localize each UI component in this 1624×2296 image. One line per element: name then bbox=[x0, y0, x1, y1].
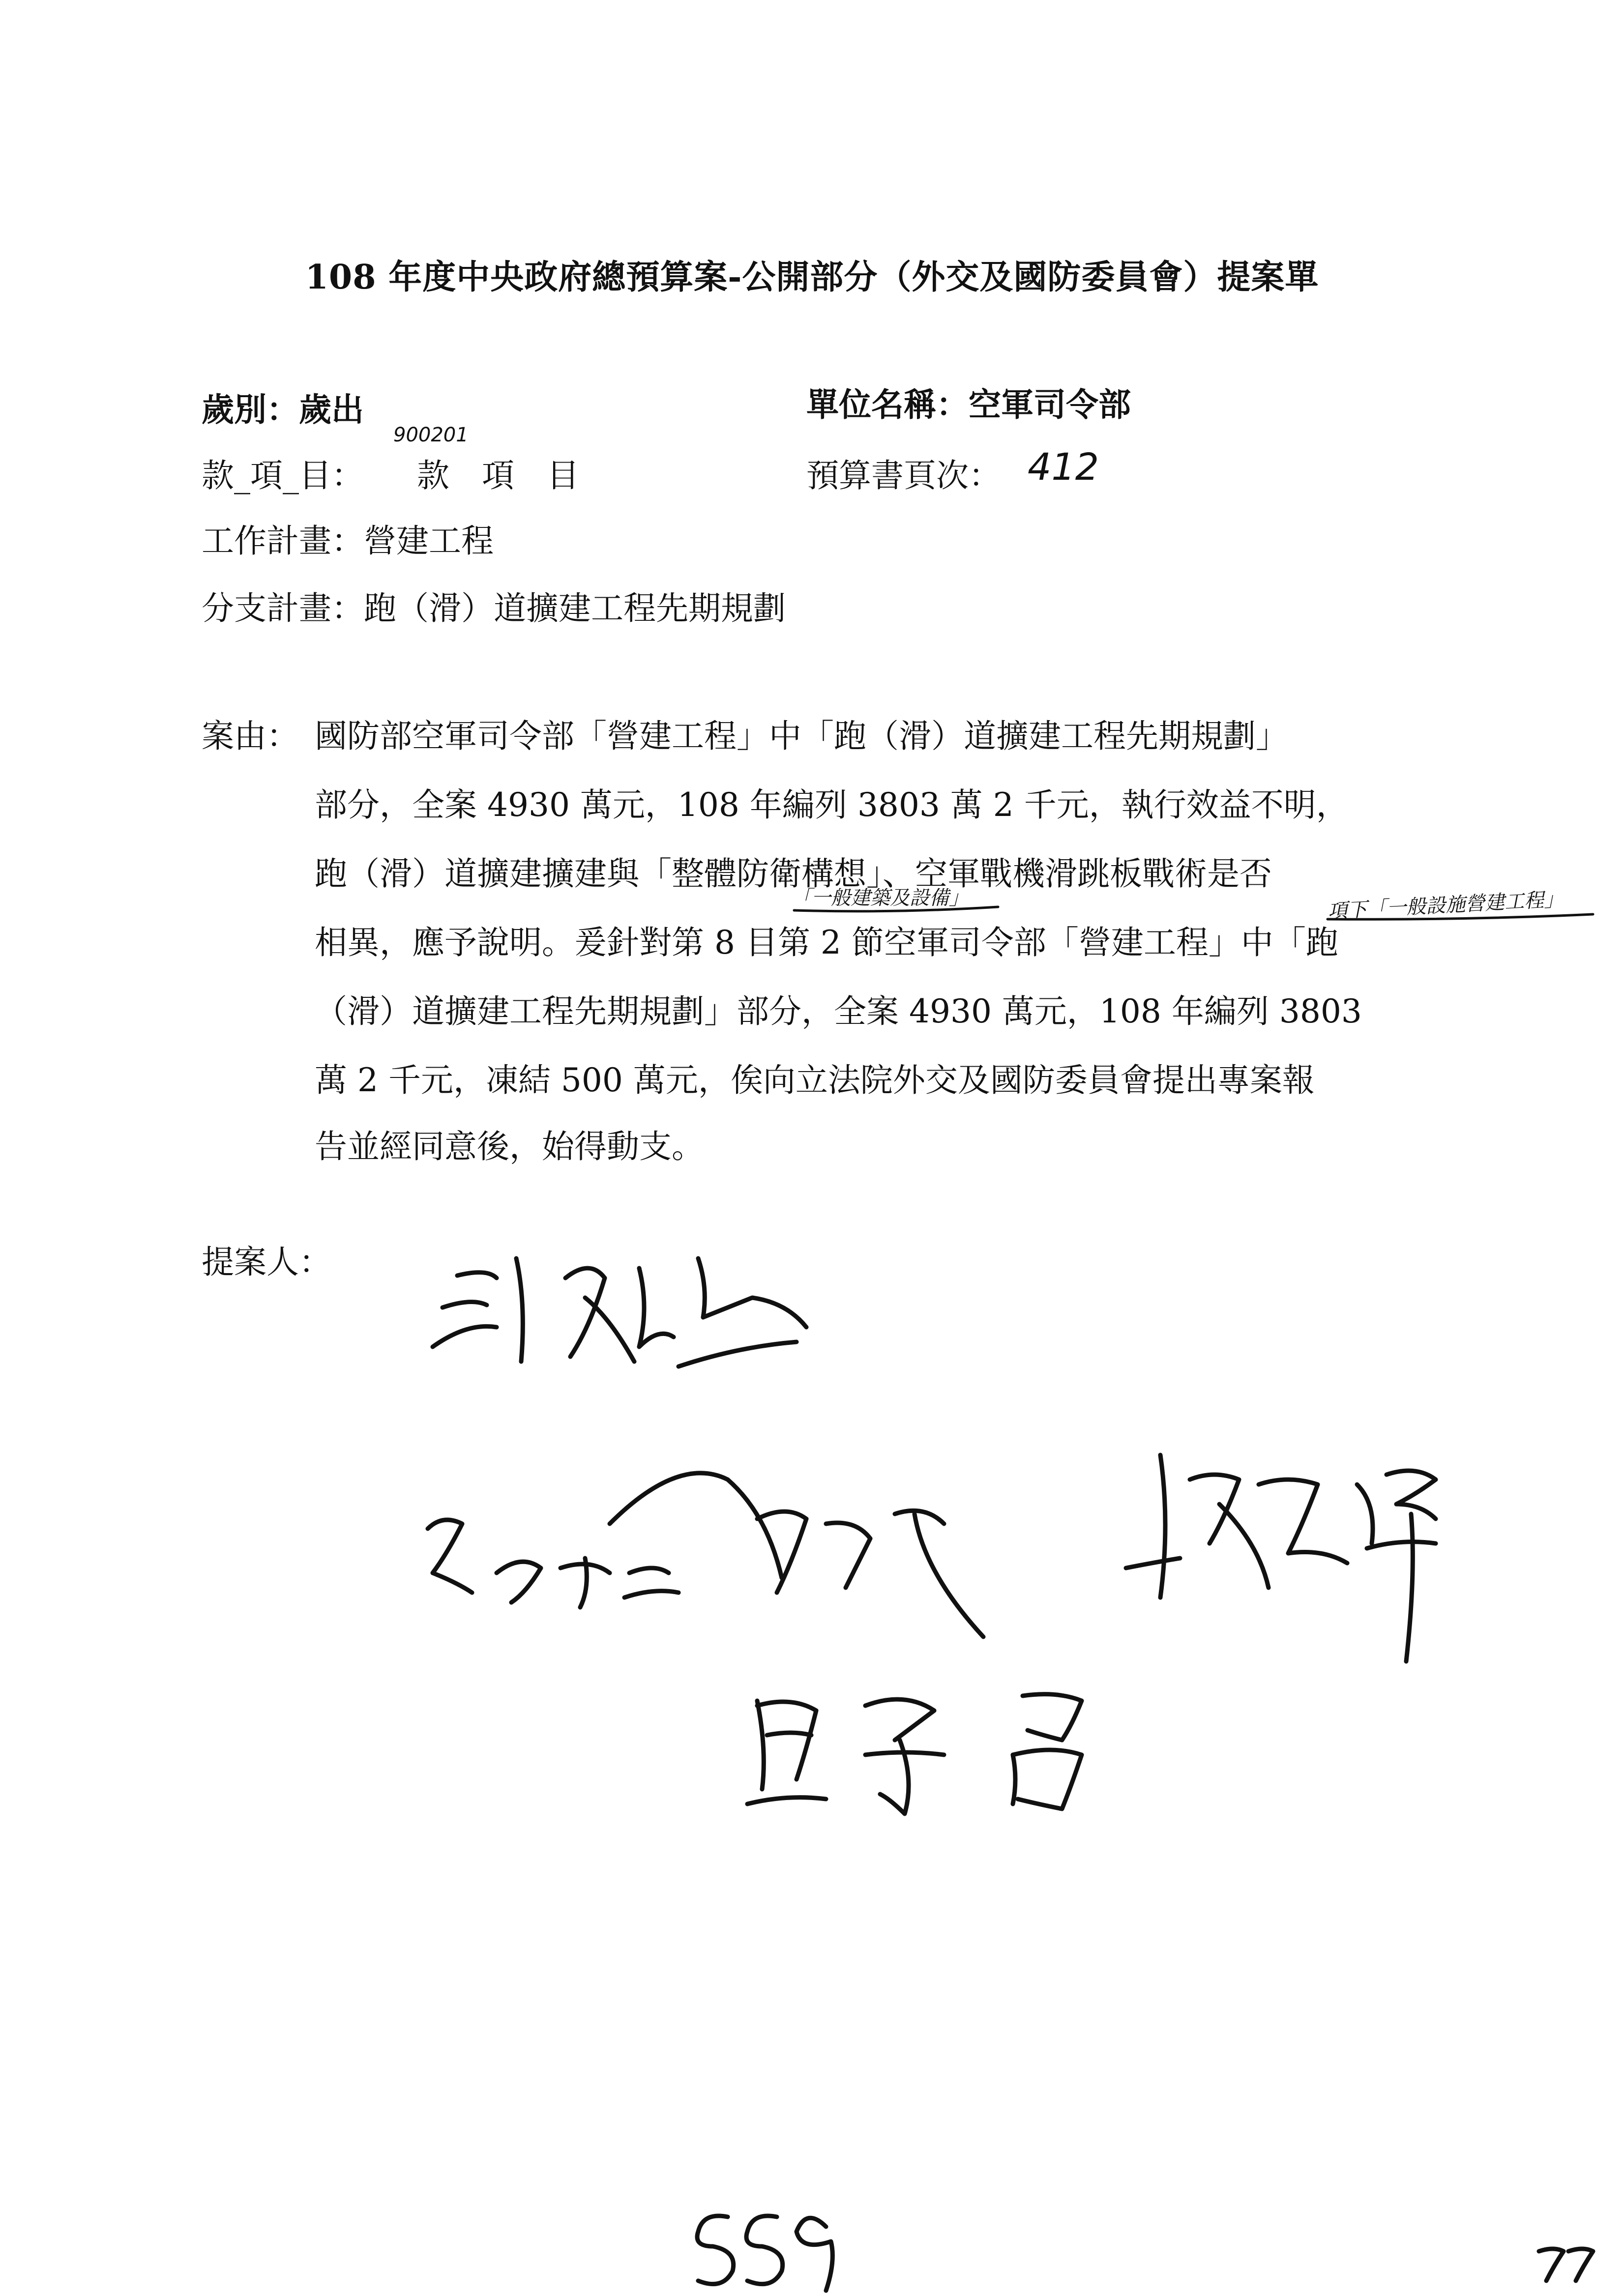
signature-1 bbox=[433, 1258, 806, 1366]
subplan-label: 分支計畫： bbox=[202, 589, 364, 627]
subplan-value: 跑（滑）道擴建工程先期規劃 bbox=[364, 589, 786, 627]
case-label: 案由： bbox=[202, 717, 299, 755]
case-line-4: 相異，應予說明。爰針對第 8 目第 2 節空軍司令部「營建工程」中「跑 bbox=[315, 924, 1338, 961]
plan-value: 營建工程 bbox=[364, 522, 494, 560]
plan-label: 工作計畫： bbox=[202, 522, 364, 560]
item-label: 款_項_目： bbox=[202, 457, 364, 494]
handwritten-annotation-2: 項下「一般設施營建工程」 bbox=[1327, 888, 1565, 923]
case-line-7: 告並經同意後，始得動支。 bbox=[315, 1128, 704, 1165]
item-value: 款 項 目 bbox=[417, 457, 579, 494]
handwritten-item-code: 900201 bbox=[393, 424, 469, 446]
case-line-3: 跑（滑）道擴建擴建與「整體防衛構想」、空軍戰機滑跳板戰術是否 bbox=[315, 855, 1272, 893]
corner-mark-text bbox=[1534, 2246, 1574, 2283]
unit-label: 單位名稱： bbox=[806, 385, 969, 424]
proposer-label: 提案人： bbox=[202, 1243, 331, 1281]
case-line-6: 萬 2 千元，凍結 500 萬元，俟向立法院外交及國防委員會提出專案報 bbox=[315, 1061, 1315, 1099]
page-label: 預算書頁次： bbox=[806, 457, 1001, 494]
year-type-label: 歲別： bbox=[202, 390, 299, 429]
year-type-value: 歲出 bbox=[299, 390, 364, 429]
document-title: 108 年度中央政府總預算案-公開部分（外交及國防委員會）提案單 bbox=[305, 258, 1319, 297]
signature-2 bbox=[428, 1473, 983, 1637]
page-number-text bbox=[688, 2207, 820, 2287]
case-line-2: 部分，全案 4930 萬元，108 年編列 3803 萬 2 千元，執行效益不明， bbox=[315, 786, 1349, 824]
case-line-1: 國防部空軍司令部「營建工程」中「跑（滑）道擴建工程先期規劃」 bbox=[315, 717, 1288, 755]
signature-4 bbox=[747, 1694, 1082, 1814]
handwritten-page-ref: 412 bbox=[1028, 445, 1099, 489]
signature-3 bbox=[1126, 1455, 1436, 1661]
unit-value: 空軍司令部 bbox=[969, 385, 1131, 424]
handwritten-annotation-1: 「一般建築及設備」 bbox=[792, 887, 969, 909]
case-line-5: （滑）道擴建工程先期規劃」部分，全案 4930 萬元，108 年編列 3803 bbox=[315, 992, 1362, 1030]
